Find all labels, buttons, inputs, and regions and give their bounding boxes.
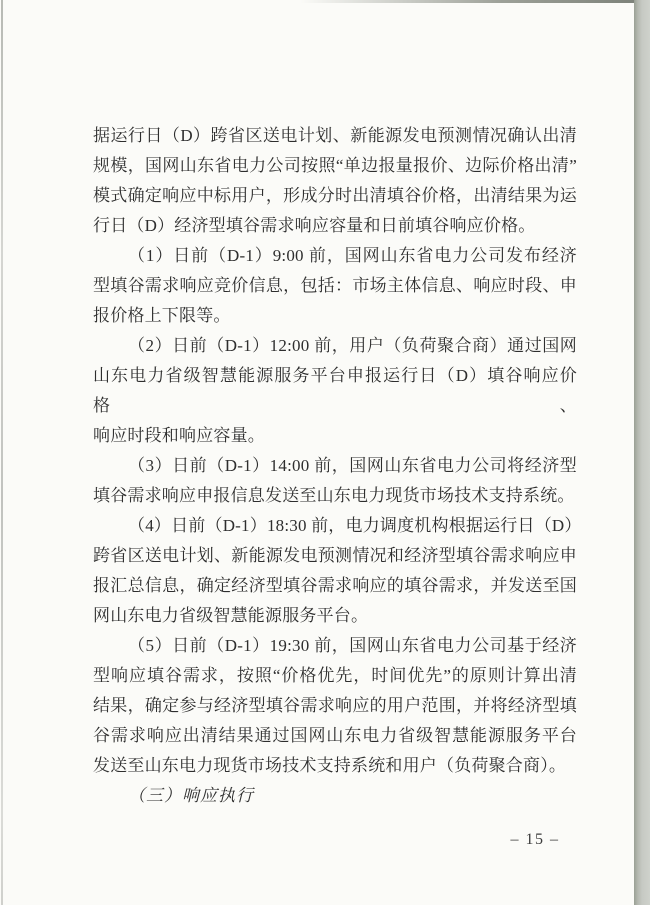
section-heading: （三）响应执行	[128, 786, 254, 805]
paragraph	[93, 331, 577, 451]
text-line: 山东电力省级智慧能源服务平台申报运行日（D）填谷响应价格、	[93, 366, 577, 415]
text-line: 型响应填谷需求，按照“价格优先，时间优先”的原则计算出清	[93, 666, 577, 685]
text-line: 型填谷需求响应竞价信息，包括：市场主体信息、响应时段、申	[93, 276, 577, 295]
text-line: 响应时段和响应容量。	[93, 426, 265, 445]
paragraph	[93, 121, 577, 241]
text-line: 模式确定响应中标用户，形成分时出清填谷价格，出清结果为运	[93, 186, 577, 205]
text-line: （3）日前（D-1）14:00 前，国网山东省电力公司将经济型	[128, 456, 577, 475]
text-line: （1）日前（D-1）9:00 前，国网山东省电力公司发布经济	[128, 246, 577, 265]
paragraphs-container	[93, 121, 582, 781]
text-line: 发送至山东电力现货市场技术支持系统和用户（负荷聚合商）。	[93, 756, 567, 775]
document-body	[93, 121, 582, 811]
text-line: 据运行日（D）跨省区送电计划、新能源发电预测情况确认出清	[93, 126, 577, 145]
paragraph	[93, 631, 577, 781]
paragraph	[93, 511, 582, 631]
text-line: 跨省区送电计划、新能源发电预测情况和经济型填谷需求响应申	[93, 546, 577, 565]
text-line: 报价格上下限等。	[93, 306, 231, 325]
scan-edge-left	[1, 0, 3, 905]
text-line: （2）日前（D-1）12:00 前，用户（负荷聚合商）通过国网	[128, 336, 577, 355]
text-line: 谷需求响应出清结果通过国网山东电力省级智慧能源服务平台	[93, 726, 577, 745]
paragraph	[93, 451, 577, 511]
text-line: 填谷需求响应申报信息发送至山东电力现货市场技术支持系统。	[93, 486, 575, 505]
text-line: 结果，确定参与经济型填谷需求响应的用户范围，并将经济型填	[93, 696, 577, 715]
scan-edge-right	[634, 0, 650, 905]
page-number: – 15 –	[510, 831, 560, 848]
text-line: 网山东电力省级智慧能源服务平台。	[93, 606, 369, 625]
text-line: 行日（D）经济型填谷需求响应容量和日前填谷响应价格。	[93, 216, 536, 235]
text-line: （4）日前（D-1）18:30 前，电力调度机构根据运行日（D）	[128, 516, 582, 535]
text-line: 报汇总信息，确定经济型填谷需求响应的填谷需求，并发送至国	[93, 576, 577, 595]
text-line: 规模，国网山东省电力公司按照“单边报量报价、边际价格出清”	[93, 156, 577, 175]
paragraph	[93, 241, 577, 331]
scan-edge-top	[300, 0, 636, 3]
text-line: （5）日前（D-1）19:30 前，国网山东省电力公司基于经济	[128, 636, 577, 655]
